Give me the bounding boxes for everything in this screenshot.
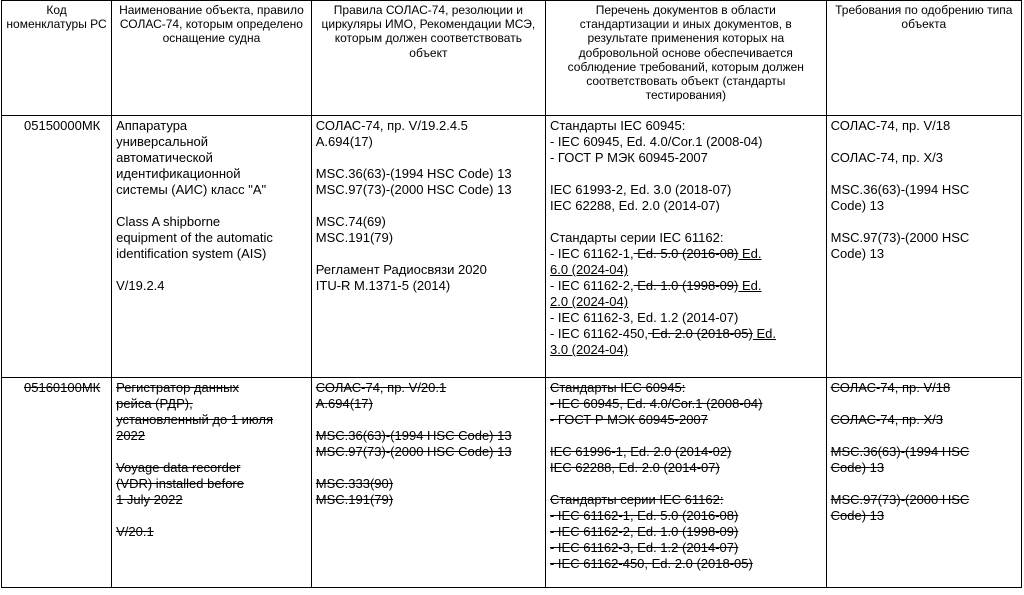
- doc-line: Стандарты серии IEC 61162:: [549, 230, 724, 245]
- name-ru-line: универсальной: [116, 134, 209, 149]
- inserted-text: Ed.: [752, 326, 776, 341]
- table-row-deleted: [2, 378, 1022, 588]
- approval-line: Code) 13: [830, 246, 885, 261]
- inserted-text: 3.0 (2024-04): [549, 342, 629, 357]
- doc-line: IEC 61996-1, Ed. 2.0 (2014-02): [549, 444, 732, 459]
- doc-line: Стандарты серии IEC 61162:: [549, 492, 724, 507]
- rule-line: MSC.36(63)-(1994 HSC Code) 13: [315, 166, 512, 181]
- doc-line: - IEC 60945, Ed. 4.0/Cor.1 (2008-04): [549, 134, 763, 149]
- inserted-text: Ed.: [738, 278, 762, 293]
- rule-line: A.694(17): [315, 396, 373, 411]
- table-row: [2, 116, 1022, 378]
- rule-line: СОЛАС-74, пр. V/20.1: [315, 380, 447, 395]
- name-ru-line: идентификационной: [116, 166, 241, 181]
- doc-line: IEC 62288, Ed. 2.0 (2014-07): [549, 460, 720, 475]
- name-en-line: equipment of the automatic: [116, 230, 273, 245]
- doc-text: - IEC 61162-1,: [549, 246, 634, 261]
- header-docs: Перечень документов в области стандартизации и иных документов, в результате применения которых на добровольной основе обеспечивается соблюдение требований, которым должен соответствовать объект (стандарты тестирования): [545, 1, 826, 116]
- rule-line: MSC.97(73)-(2000 HSC Code) 13: [315, 444, 512, 459]
- rule-line: MSC.191(79): [315, 230, 394, 245]
- solas-regulation: V/20.1: [116, 524, 154, 539]
- doc-line: Стандарты IEC 60945:: [549, 118, 686, 133]
- doc-line: - IEC 61162-1, Ed. 5.0 (2016-08): [549, 508, 739, 523]
- name-ru-line: системы (АИС) класс "А": [116, 182, 267, 197]
- doc-line: [550, 294, 822, 310]
- doc-line: [550, 246, 822, 262]
- doc-line: IEC 61993-2, Ed. 3.0 (2018-07): [549, 182, 732, 197]
- inserted-text: 6.0 (2024-04): [549, 262, 629, 277]
- name-en-line: 1 July 2022: [116, 492, 183, 507]
- name-ru-line: 2022: [116, 428, 146, 443]
- deleted-text: Ed. 2.0 (2018-05): [648, 326, 753, 341]
- deleted-text: Ed. 1.0 (1998-09): [633, 278, 739, 293]
- name-ru-line: Аппаратура: [116, 118, 188, 133]
- approval-line: MSC.36(63)-(1994 HSC: [830, 444, 970, 459]
- rule-line: Регламент Радиосвязи 2020: [315, 262, 487, 277]
- rule-line: СОЛАС-74, пр. V/19.2.4.5: [315, 118, 468, 133]
- rule-line: ITU-R M.1371-5 (2014): [315, 278, 451, 293]
- doc-line: - ГОСТ Р МЭК 60945-2007: [549, 150, 708, 165]
- approval-line: Code) 13: [830, 198, 885, 213]
- name-en-line: identification system (AIS): [116, 246, 267, 261]
- doc-text: - IEC 61162-2,: [549, 278, 634, 293]
- approval-line: СОЛАС-74, пр. X/3: [830, 150, 944, 165]
- doc-text: - IEC 61162-450,: [549, 326, 649, 341]
- name-en-line: (VDR) installed before: [116, 476, 244, 491]
- name-ru-line: автоматической: [116, 150, 213, 165]
- rule-line: MSC.97(73)-(2000 HSC Code) 13: [315, 182, 512, 197]
- header-approval: Требования по одобрению типа объекта: [826, 1, 1021, 116]
- name-en-line: Class A shipborne: [116, 214, 221, 229]
- name-en-line: Voyage data recorder: [116, 460, 241, 475]
- docs-cell: [545, 116, 826, 378]
- header-rules: Правила СОЛАС-74, резолюции и циркуляры ИМО, Рекомендации МСЭ, которым должен соответствовать объект: [311, 1, 545, 116]
- inserted-text: 2.0 (2024-04): [549, 294, 629, 309]
- approval-line: СОЛАС-74, пр. X/3: [830, 412, 944, 427]
- doc-line: [550, 342, 822, 358]
- name-ru-line: Регистратор данных: [116, 380, 239, 395]
- doc-line: - IEC 61162-2, Ed. 1.0 (1998-09): [549, 524, 739, 539]
- approval-line: Code) 13: [830, 508, 885, 523]
- approval-line: Code) 13: [830, 460, 885, 475]
- code-cell: [2, 378, 112, 588]
- doc-line: - IEC 60945, Ed. 4.0/Cor.1 (2008-04): [549, 396, 763, 411]
- approval-line: СОЛАС-74, пр. V/18: [830, 380, 951, 395]
- rule-line: MSC.74(69): [315, 214, 386, 229]
- rule-line: MSC.191(79): [315, 492, 394, 507]
- header-code: Код номенклатуры РС: [2, 1, 112, 116]
- doc-line: [550, 278, 822, 294]
- approval-line: MSC.97(73)-(2000 HSC: [830, 492, 970, 507]
- table-header-row: [2, 1, 1022, 116]
- rule-line: MSC.333(90): [315, 476, 394, 491]
- name-cell: [112, 378, 312, 588]
- rule-line: A.694(17): [315, 134, 373, 149]
- rules-cell: [311, 116, 545, 378]
- code-cell: [2, 116, 112, 378]
- approval-line: СОЛАС-74, пр. V/18: [830, 118, 951, 133]
- name-ru-line: установленный до 1 июля: [116, 412, 274, 427]
- header-name: Наименование объекта, правило СОЛАС-74, которым определено оснащение судна: [112, 1, 312, 116]
- approval-cell: [826, 116, 1021, 378]
- doc-line: IEC 62288, Ed. 2.0 (2014-07): [549, 198, 720, 213]
- doc-line: - IEC 61162-3, Ed. 1.2 (2014-07): [549, 310, 739, 325]
- doc-line: - ГОСТ Р МЭК 60945-2007: [549, 412, 708, 427]
- doc-line: [550, 262, 822, 278]
- docs-cell: [545, 378, 826, 588]
- solas-regulation: V/19.2.4: [116, 278, 165, 293]
- doc-line: - IEC 61162-3, Ed. 1.2 (2014-07): [549, 540, 739, 555]
- nomenclature-code: 05150000МК: [24, 118, 101, 133]
- equipment-requirements-table: [1, 0, 1022, 588]
- name-cell: [112, 116, 312, 378]
- inserted-text: Ed.: [738, 246, 762, 261]
- name-ru-line: рейса (РДР),: [116, 396, 193, 411]
- doc-line: Стандарты IEC 60945:: [549, 380, 686, 395]
- doc-line: [550, 326, 822, 342]
- approval-line: MSC.97(73)-(2000 HSC: [830, 230, 970, 245]
- doc-line: - IEC 61162-450, Ed. 2.0 (2018-05): [549, 556, 753, 571]
- deleted-text: Ed. 5.0 (2016-08): [633, 246, 739, 261]
- approval-cell: [826, 378, 1021, 588]
- approval-line: MSC.36(63)-(1994 HSC: [830, 182, 970, 197]
- rule-line: MSC.36(63)-(1994 HSC Code) 13: [315, 428, 512, 443]
- nomenclature-code: 05160100МК: [24, 380, 101, 395]
- rules-cell: [311, 378, 545, 588]
